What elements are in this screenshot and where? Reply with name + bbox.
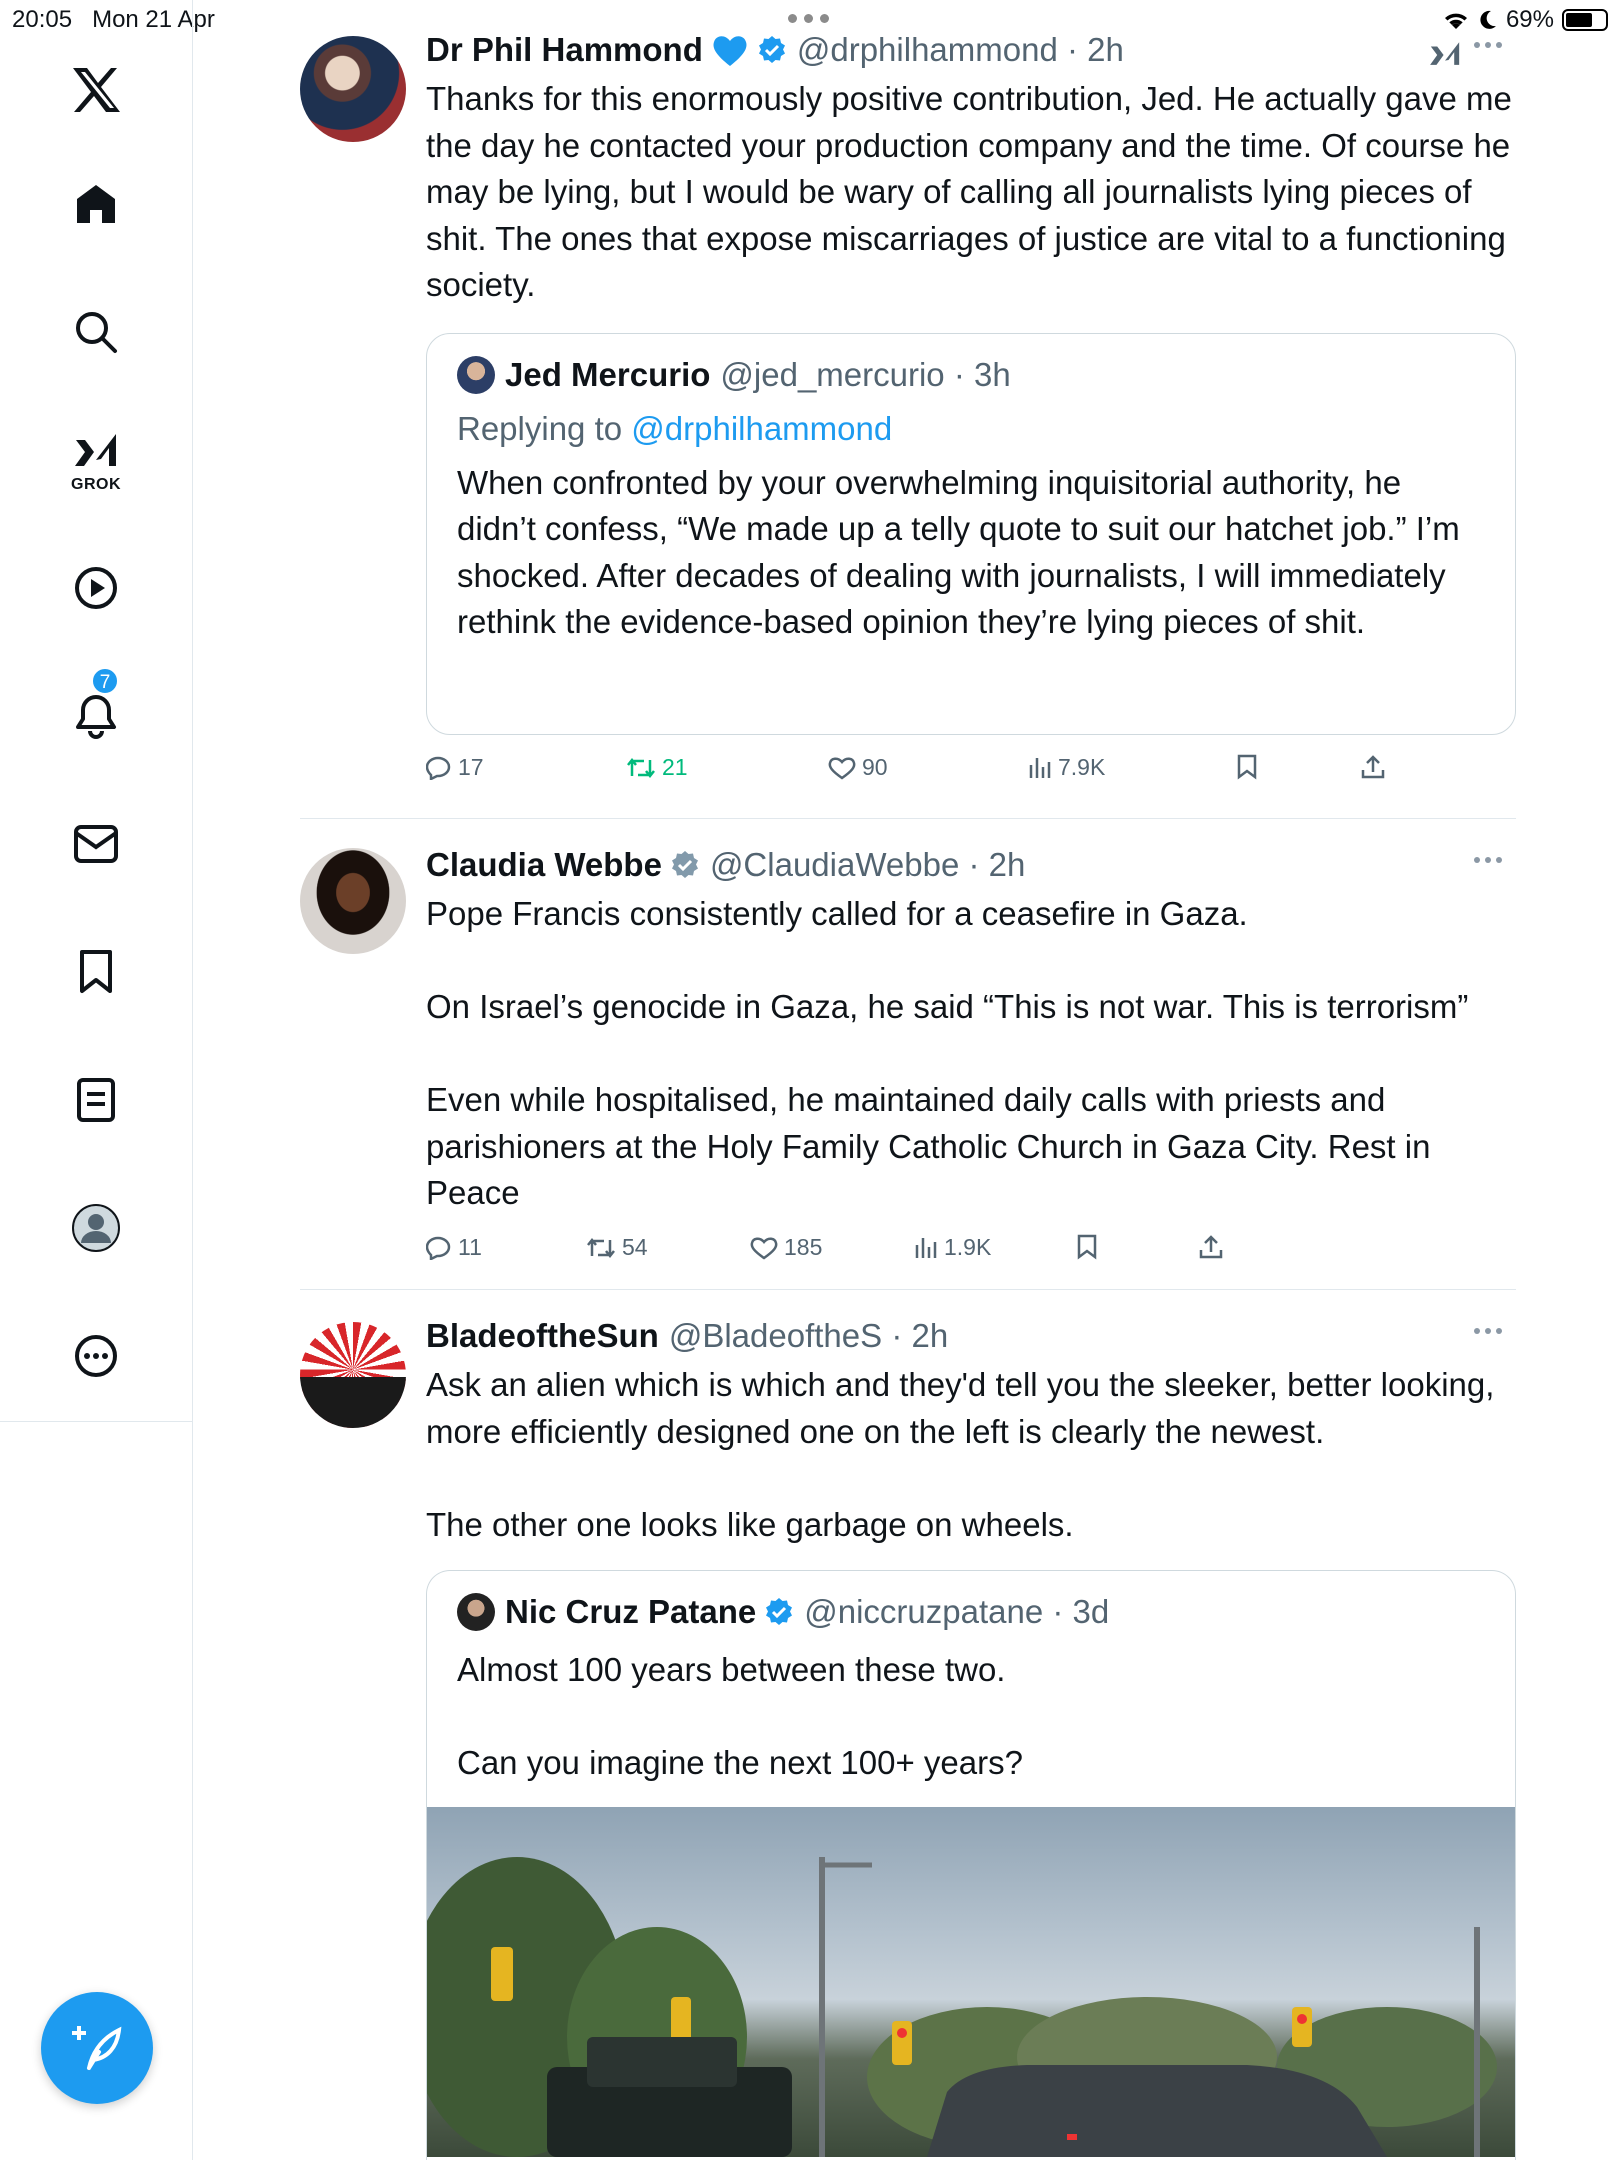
- moon-icon: [1478, 9, 1498, 31]
- x-logo-icon[interactable]: [71, 67, 121, 113]
- messages-icon[interactable]: [73, 824, 119, 864]
- author-handle[interactable]: @BladeoftheS: [668, 1317, 883, 1354]
- author-name[interactable]: Claudia Webbe: [426, 846, 662, 883]
- reply-button[interactable]: 17: [426, 754, 484, 781]
- views-icon: [914, 1237, 938, 1259]
- battery-percent: 69%: [1505, 6, 1554, 33]
- quote-header: Jed Mercurio @jed_mercurio · 3h: [457, 354, 1485, 396]
- bookmark-icon: [1236, 754, 1258, 780]
- verified-grey-badge-icon: [670, 850, 700, 880]
- status-time: 20:05: [12, 6, 73, 33]
- quote-text: When confronted by your overwhelming inquisitorial authority, he didn’t confess, “We made up a telly quote to suit our hatchet job.” I’m shocked. After decades of dealing with journalists, I will immediately rethink the evidence-based opinion they’re lying pieces of shit.: [457, 463, 1469, 640]
- post-header: Dr Phil Hammond @drphilhammond · 2h: [426, 31, 1124, 68]
- share-button[interactable]: [1198, 1234, 1224, 1260]
- quote-text: Almost 100 years between these two. Can you imagine the next 100+ years?: [457, 1651, 1023, 1781]
- status-date: Mon 21 Apr: [92, 6, 215, 33]
- bookmark-button[interactable]: [1076, 1234, 1098, 1260]
- quote-author-name: Nic Cruz Patane: [505, 1593, 757, 1630]
- bookmark-button[interactable]: [1236, 754, 1258, 780]
- reply-button[interactable]: 11: [426, 1234, 482, 1261]
- post-more-icon[interactable]: [1474, 42, 1502, 48]
- post-more-icon[interactable]: [1474, 1328, 1502, 1334]
- repost-button[interactable]: 54: [586, 1234, 648, 1261]
- post-time[interactable]: 2h: [1087, 31, 1124, 68]
- post-text: Ask an alien which is which and they'd tell you the sleeker, better looking, more efficiently designed one on the left is clearly the newest. The other one looks like garbage on wheels.: [426, 1366, 1495, 1543]
- blue-heart-icon: [711, 33, 749, 67]
- multitasking-dots-icon[interactable]: [788, 14, 829, 23]
- bookmarks-icon[interactable]: [78, 949, 114, 995]
- views-button[interactable]: 1.9K: [914, 1234, 991, 1261]
- quote-time: 3h: [973, 355, 1011, 393]
- quote-avatar: [457, 356, 495, 394]
- post-actions: [426, 754, 1516, 794]
- photo-scene: [427, 1807, 1515, 2157]
- views-icon: [1028, 757, 1052, 779]
- compose-post-button[interactable]: [41, 1992, 153, 2104]
- post-header: Claudia Webbe @ClaudiaWebbe · 2h: [426, 846, 1026, 883]
- verified-badge-icon: [757, 35, 787, 65]
- video-icon[interactable]: [73, 565, 119, 611]
- avatar[interactable]: [300, 848, 406, 954]
- author-name[interactable]: BladeoftheSun: [426, 1317, 659, 1354]
- verified-badge-icon: [764, 1597, 794, 1627]
- battery-icon: [1562, 9, 1608, 31]
- quote-header: Nic Cruz Patane @niccruzpatane · 3d: [457, 1591, 1485, 1633]
- share-icon: [1360, 754, 1386, 780]
- search-icon[interactable]: [74, 310, 118, 354]
- repost-button[interactable]: 21: [626, 754, 688, 781]
- avatar[interactable]: [300, 36, 406, 142]
- repost-icon: [586, 1236, 616, 1260]
- author-name[interactable]: Dr Phil Hammond: [426, 31, 703, 68]
- compose-feather-icon: [69, 2020, 125, 2076]
- profile-avatar[interactable]: [71, 1203, 121, 1253]
- reply-icon: [426, 756, 452, 780]
- views-button[interactable]: 7.9K: [1028, 754, 1105, 781]
- avatar[interactable]: [300, 1322, 406, 1428]
- share-icon: [1198, 1234, 1224, 1260]
- share-button[interactable]: [1360, 754, 1386, 780]
- quoted-post[interactable]: [426, 333, 1516, 735]
- notifications-badge: 7: [91, 667, 119, 695]
- quote-author-handle: @jed_mercurio: [720, 355, 945, 393]
- repost-icon: [626, 756, 656, 780]
- like-button[interactable]: 185: [750, 1234, 822, 1261]
- grok-explain-icon[interactable]: [1428, 38, 1462, 72]
- home-icon[interactable]: [74, 182, 118, 226]
- lists-icon[interactable]: [76, 1077, 116, 1123]
- post-time[interactable]: 2h: [911, 1317, 949, 1354]
- grok-label: GROK: [71, 476, 121, 493]
- heart-icon: [828, 756, 856, 780]
- like-button[interactable]: 90: [828, 754, 888, 781]
- grok-icon[interactable]: [71, 430, 121, 494]
- wifi-icon: [1442, 9, 1470, 31]
- post-text: Pope Francis consistently called for a ceasefire in Gaza. On Israel’s genocide in Gaza, he said “This is not war. This is terrorism” Even while hospitalised, he maintained daily calls with priests and parishioners at the Holy Family Catholic Church in Gaza City. Rest in Peace: [426, 895, 1469, 1211]
- author-handle[interactable]: @drphilhammond: [796, 31, 1058, 68]
- replying-to: Replying to @drphilhammond: [457, 409, 893, 447]
- more-icon[interactable]: [73, 1333, 119, 1379]
- heart-icon: [750, 1236, 778, 1260]
- post-time[interactable]: 2h: [988, 846, 1026, 883]
- quote-avatar: [457, 1593, 495, 1631]
- notifications-icon[interactable]: [73, 672, 119, 739]
- quote-author-name: Jed Mercurio: [505, 355, 711, 393]
- post-header: BladeoftheSun @BladeoftheS · 2h: [426, 1317, 949, 1354]
- quote-photo[interactable]: [427, 1807, 1515, 2157]
- replying-to-handle[interactable]: @drphilhammond: [631, 409, 893, 447]
- quoted-post[interactable]: [426, 1570, 1516, 2160]
- post-text: Thanks for this enormously positive contribution, Jed. He actually gave me the day he contacted your production company and the time. Of course he may be lying, but I would be wary of calling all journalists lying pieces of shit. The ones that expose miscarriages of justice are vital to a functioning society.: [426, 80, 1522, 303]
- quote-time: 3d: [1072, 1593, 1110, 1630]
- bookmark-icon: [1076, 1234, 1098, 1260]
- reply-icon: [426, 1236, 452, 1260]
- post-actions: [426, 1234, 1516, 1274]
- author-handle[interactable]: @ClaudiaWebbe: [709, 846, 960, 883]
- quote-author-handle: @niccruzpatane: [804, 1593, 1044, 1630]
- post-more-icon[interactable]: [1474, 857, 1502, 863]
